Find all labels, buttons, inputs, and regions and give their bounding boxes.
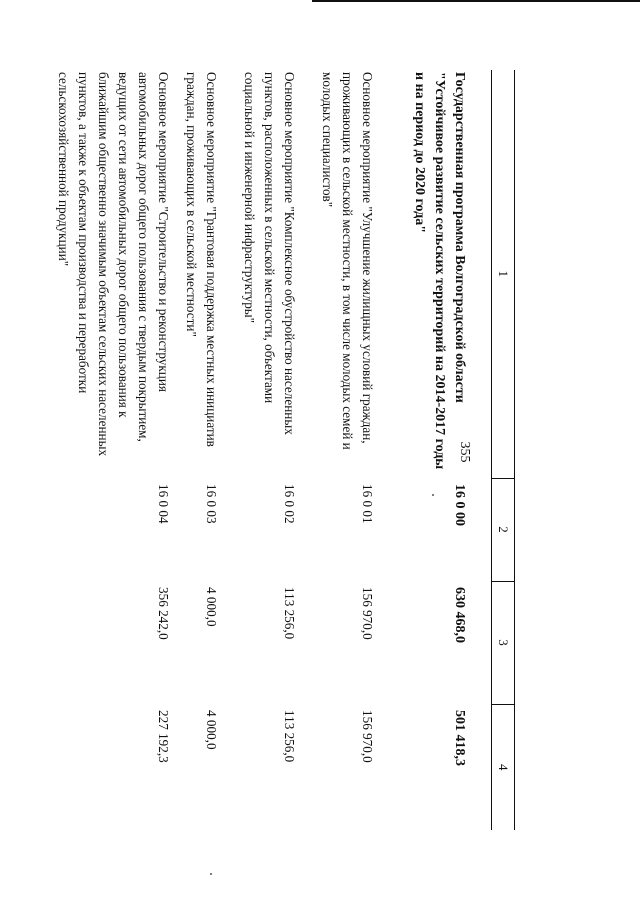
scan-speck [210,873,212,875]
budget-table-rotated [56,70,515,830]
header-row [492,70,515,830]
row-name: Основное мероприятие "Улучшение жилищных условий граждан, проживающих в сельской местности, в том числе молодых семей и молодых специалистов" [320,72,375,450]
row-name: Основное мероприятие "Строительство и реконструкция автомобильных дорог общего пользования с твердым покрытием, ведущих от сети автомобильных дорог общего пользования к ближайшим общественно значимым объектам сельских населенных пунктов, а также к объектам производства и переработки сельскохозяйственной продукции" [56,72,171,457]
row-value-4: 501 418,3 [452,710,467,766]
table-row-program [377,70,469,830]
table-row [299,70,377,830]
header-col-4: 4 [492,704,515,830]
row-value-3: 356 242,0 [156,587,171,640]
row-code: 16 0 02 [282,484,297,524]
row-value-4: 113 256,0 [282,710,297,763]
header-col-3: 3 [492,581,515,704]
row-name: Основное мероприятие "Грантовая поддержка местных инициатив граждан, проживающих в сельской местности" [184,72,219,447]
header-col-1: 1 [492,70,515,478]
row-code: 16 0 04 [156,484,171,524]
row-code: 16 0 03 [204,484,219,524]
row-value-3: 4 000,0 [204,587,219,627]
row-value-4: 156 970,0 [360,710,375,763]
row-name: Основное мероприятие "Комплексное обустройство населенных пунктов, расположенных в сельской местности, объектами социальной и инженерной инфраструктуры" [242,72,297,435]
header-col-2: 2 [492,478,515,581]
budget-table [51,70,515,830]
row-value-3: 630 468,0 [452,587,467,643]
table-row [221,70,299,830]
page-number: 355 [457,441,472,463]
spacer-row [469,70,492,830]
table-row [173,70,221,830]
row-code: 16 0 01 [360,484,375,524]
row-name: Государственная программа Волгоградской области "Устойчивое развитие сельских территорий на 2014-2017 годы и на период до 2020 года" [412,72,467,470]
row-value-4: 227 192,3 [156,710,171,763]
row-value-3: 156 970,0 [360,587,375,640]
row-value-3: 113 256,0 [282,587,297,640]
top-border-line [312,0,640,2]
row-code: 16 0 00 [452,484,467,526]
row-value-4: 4 000,0 [204,710,219,750]
table-row [51,70,173,830]
